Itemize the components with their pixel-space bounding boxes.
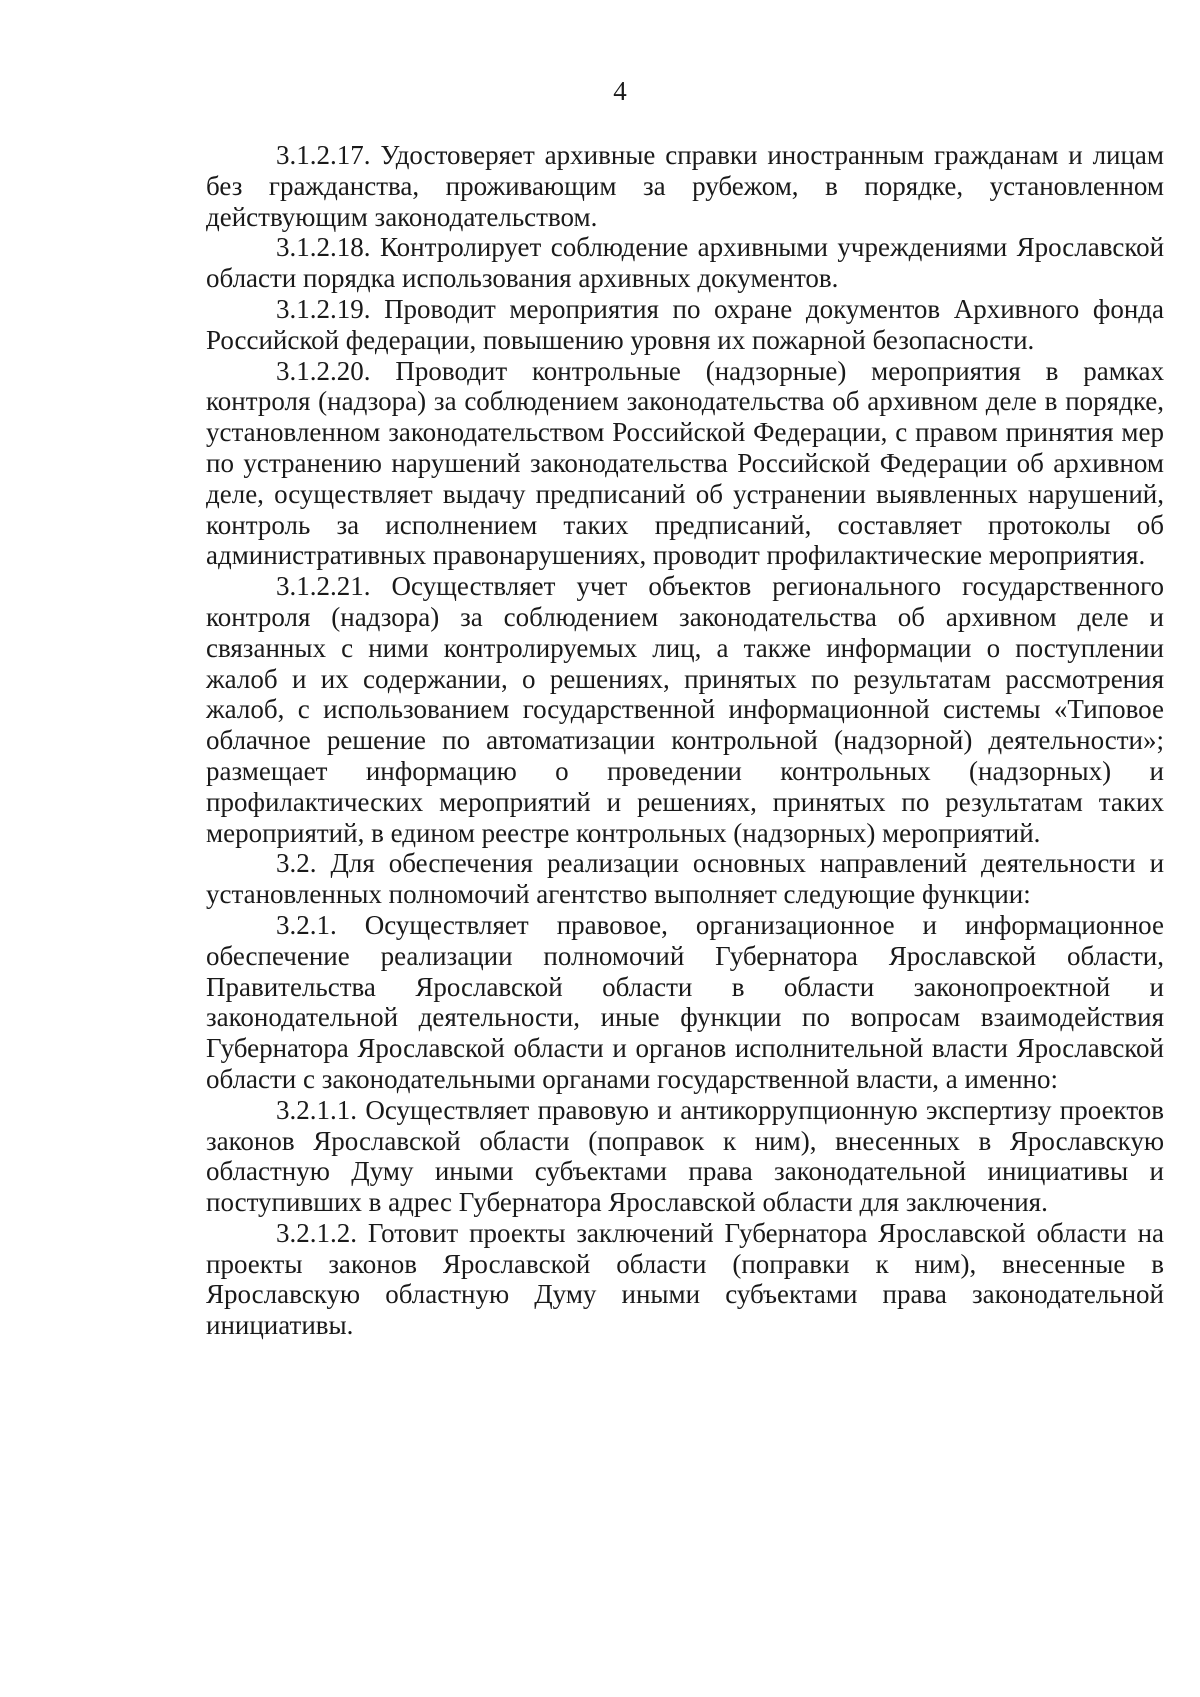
paragraph-3-2 xyxy=(206,848,1164,910)
paragraph-number: 3.1.2.17. xyxy=(276,140,371,170)
paragraph-number: 3.2.1.1. xyxy=(276,1094,357,1125)
paragraph-3-2-1-1 xyxy=(206,1095,1164,1218)
paragraph-text: Осуществляет правовую и антикоррупционную экспертизу проектов законов Ярославской области (поправок к ним), внесенных в Ярославскую областную Думу иными субъектами права законодательной инициативы и поступивших в адрес Губернатора Ярославской области для заключения. xyxy=(206,1094,1165,1218)
paragraph-text: Готовит проекты заключений Губернатора Ярославской области на проекты законов Ярославской области (поправки к ним), внесенные в Ярославскую областную Думу иными субъектами права законодательной инициативы. xyxy=(206,1217,1164,1341)
page-number: 4 xyxy=(613,76,627,106)
paragraph-text: Осуществляет учет объектов регионального государственного контроля (надзора) за соблюдением законодательства об архивном деле и связанных с ними контролируемых лиц, а также информации о поступлении жалоб и их содержании, о решениях, принятых по результатам рассмотрения жалоб, с использованием государственной информационной системы «Типовое облачное решение по автоматизации контрольной (надзорной) деятельности»; размещает информацию о проведении контрольных (надзорных) и профилактических мероприятий и решениях, принятых по результатам таких мероприятий, в едином реестре контрольных (надзорных) мероприятий. xyxy=(206,571,1165,848)
paragraph-number: 3.1.2.19. xyxy=(276,293,371,324)
paragraph-number: 3.2. xyxy=(276,848,317,879)
paragraph-text: Для обеспечения реализации основных направлений деятельности и установленных полномочий агентство выполняет следующие функции: xyxy=(206,848,1165,910)
paragraph-number: 3.2.1. xyxy=(276,909,337,940)
paragraph-3-1-2-18 xyxy=(206,232,1164,294)
paragraph-number: 3.1.2.18. xyxy=(276,232,371,263)
paragraph-text: Осуществляет правовое, организационное и информационное обеспечение реализации полномочий Губернатора Ярославской области, Правительства Ярославской области в области законопроектной и законодательной деятельности, иные функции по вопросам взаимодействия Губернатора Ярославской области и органов исполнительной власти Ярославской области с законодательными органами государственной власти, а именно: xyxy=(206,909,1164,1094)
paragraph-3-1-2-17 xyxy=(206,140,1164,232)
paragraph-3-1-2-20 xyxy=(206,356,1164,572)
paragraph-text: Проводит мероприятия по охране документов Архивного фонда Российской федерации, повышению уровня их пожарной безопасности. xyxy=(206,293,1164,355)
paragraph-number: 3.2.1.2. xyxy=(276,1217,357,1248)
paragraph-number: 3.1.2.21. xyxy=(276,571,371,602)
paragraph-3-2-1 xyxy=(206,910,1164,1095)
paragraph-text: Контролирует соблюдение архивными учреждениями Ярославской области порядка использования архивных документов. xyxy=(206,232,1165,294)
paragraph-text: Проводит контрольные (надзорные) мероприятия в рамках контроля (надзора) за соблюдением законодательства об архивном деле в порядке, установленном законодательством Российской Федерации, с правом принятия мер по устранению нарушений законодательства Российской Федерации об архивном деле, осуществляет выдачу предписаний об устранении выявленных нарушений, контроль за исполнением таких предписаний, составляет протоколы об административных правонарушениях, проводит профилактические мероприятия. xyxy=(206,355,1165,571)
paragraph-3-2-1-2 xyxy=(206,1218,1164,1341)
paragraph-3-1-2-19 xyxy=(206,294,1164,356)
paragraph-text: Удостоверяет архивные справки иностранным гражданам и лицам без гражданства, проживающим за рубежом, в порядке, установленном действующим законодательством. xyxy=(206,140,1165,232)
document-body xyxy=(206,140,1164,1341)
paragraph-3-1-2-21 xyxy=(206,571,1164,848)
paragraph-number: 3.1.2.20. xyxy=(276,355,371,386)
